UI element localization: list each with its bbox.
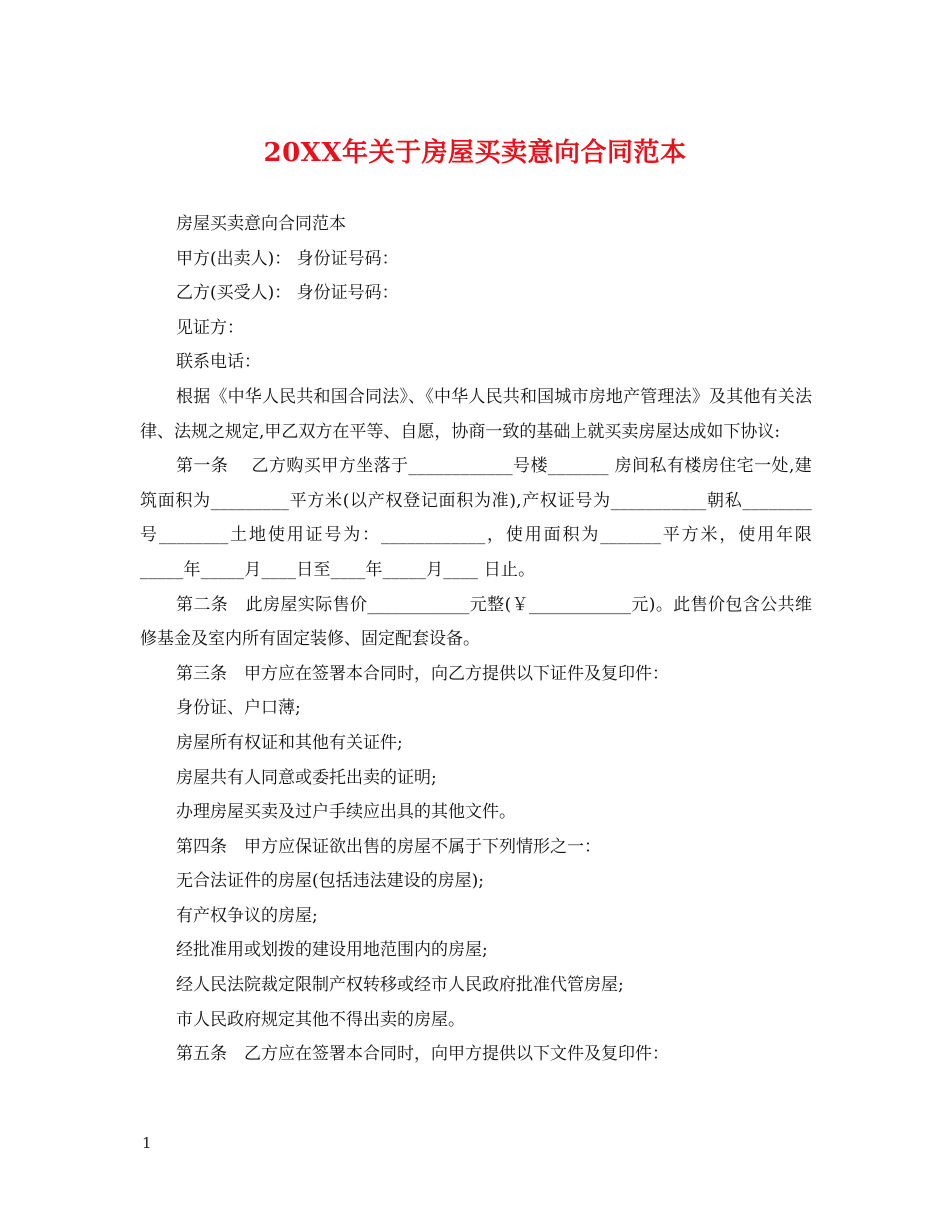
page-number: 1 — [142, 1134, 152, 1152]
party-b-line: 乙方(买受人)： 身份证号码： — [176, 283, 399, 304]
article-4: 第四条 甲方应保证欲出售的房屋不属于下列情形之一： — [176, 836, 601, 857]
witness-line: 见证方： — [176, 317, 244, 338]
article-5: 第五条 乙方应在签署本合同时，向甲方提供以下文件及复印件： — [176, 1044, 669, 1065]
list-item: 房屋共有人同意或委托出卖的证明; — [176, 767, 437, 788]
paragraph: 房屋买卖意向合同范本 — [176, 214, 346, 234]
party-a-line: 甲方(出卖人)： 身份证号码： — [176, 248, 399, 269]
document-body — [140, 207, 812, 1072]
list-item: 无合法证件的房屋(包括违法建设的房屋); — [176, 871, 484, 892]
list-item: 房屋所有权证和其他有关证件; — [176, 732, 403, 753]
article-3: 第三条 甲方应在签署本合同时，向乙方提供以下证件及复印件： — [176, 663, 669, 684]
article-2: 第二条 此房屋实际售价____________元整(￥____________元)。此售价包含公共维修基金及室内所有固定装修、固定配套设备。 — [140, 594, 812, 650]
preamble-paragraph: 根据《中华人民共和国合同法》、《中华人民共和国城市房地产管理法》及其他有关法律、法规之规定,甲乙双方在平等、自愿，协商一致的基础上就买卖房屋达成如下协议: — [140, 386, 812, 442]
list-item: 市人民政府规定其他不得出卖的房屋。 — [176, 1009, 465, 1030]
list-item: 经人民法院裁定限制产权转移或经市人民政府批准代管房屋; — [176, 975, 624, 996]
phone-line: 联系电话： — [176, 352, 261, 373]
article-1: 第一条 乙方购买甲方坐落于____________号楼_______ 房间私有楼房住宅一处,建筑面积为_________平方米(以产权登记面积为准),产权证号为___________朝私________号________土地使用证号为：____________，使用面积为_______平方米，使用年限_____年_____月____日至____年_____月____ 日止。 — [140, 456, 812, 580]
list-item: 办理房屋买卖及过户手续应出具的其他文件。 — [176, 802, 516, 823]
list-item: 有产权争议的房屋; — [176, 905, 318, 926]
document-title: 20XX年关于房屋买卖意向合同范本 — [263, 138, 687, 168]
list-item: 经批准用或划拨的建设用地范围内的房屋; — [176, 940, 488, 961]
list-item: 身份证、户口薄; — [176, 698, 301, 719]
